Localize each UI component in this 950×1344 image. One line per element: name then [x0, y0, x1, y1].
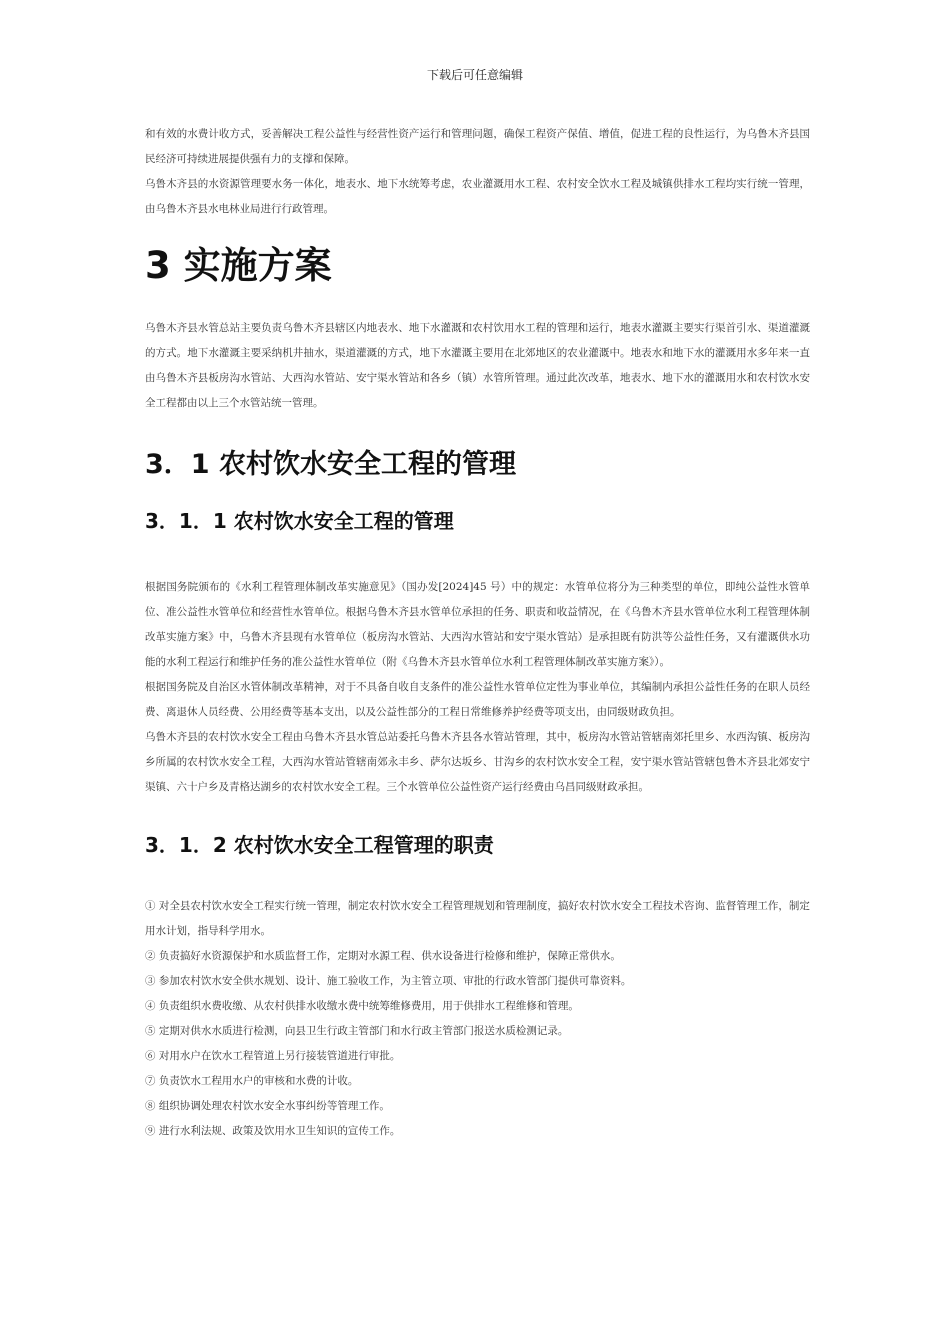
- list-item: ② 负责搞好水资源保护和水质监督工作，定期对水源工程、供水设备进行检修和维护，保障正常供水。: [145, 950, 621, 962]
- list-item: ③ 参加农村饮水安全供水规划、设计、施工验收工作，为主管立项、审批的行政水管部门提供可靠资料。: [145, 975, 632, 987]
- section-3-1-1-paragraph-1: 根据国务院颁布的《水利工程管理体制改革实施意见》（国办发[2024]45 号）中的规定：水管单位将分为三种类型的单位，即纯公益性水管单位、准公益性水管单位和经营性水管单位。根据乌鲁木齐县水管单位承担的任务、职责和收益情况，在《乌鲁木齐县水管单位水利工程管理体制改革实施方案》中，乌鲁木齐县现有水管单位（板房沟水管站、大西沟水管站和安宁渠水管站）是承担既有防洪等公益性任务，又有灌溉供水功能的水利工程运行和维护任务的准公益性水管单位（附《乌鲁木齐县水管单位水利工程管理体制改革实施方案》）。: [145, 581, 810, 668]
- intro-paragraph-2: 乌鲁木齐县的水资源管理要水务一体化，地表水、地下水统筹考虑，农业灌溉用水工程、农村安全饮水工程及城镇供排水工程均实行统一管理，由乌鲁木齐县水电林业局进行行政管理。: [145, 178, 810, 215]
- intro-paragraph-1: 和有效的水费计收方式，妥善解决工程公益性与经营性资产运行和管理问题，确保工程资产保值、增值，促进工程的良性运行，为乌鲁木齐县国民经济可持续进展提供强有力的支撑和保障。: [145, 128, 810, 165]
- section-3-1-1-paragraph-3: 乌鲁木齐县的农村饮水安全工程由乌鲁木齐县水管总站委托乌鲁木齐县各水管站管理，其中，板房沟水管站管辖南郊托里乡、水西沟镇、板房沟乡所属的农村饮水安全工程，大西沟水管站管辖南郊永丰乡、萨尔达坂乡、甘沟乡的农村饮水安全工程，安宁渠水管站管辖包鲁木齐县北郊安宁渠镇、六十户乡及青格达湖乡的农村饮水安全工程。三个水管单位公益性资产运行经费由乌昌同级财政承担。: [145, 731, 810, 793]
- section-3-heading: 3 实施方案: [145, 244, 332, 287]
- list-item: ④ 负责组织水费收缴、从农村供排水收缴水费中统筹维修费用，用于供排水工程维修和管理。: [145, 1000, 579, 1012]
- list-item: ① 对全县农村饮水安全工程实行统一管理，制定农村饮水安全工程管理规划和管理制度，搞好农村饮水安全工程技术咨询、监督管理工作，制定用水计划，指导科学用水。: [145, 900, 810, 937]
- list-item: ⑧ 组织协调处理农村饮水安全水事纠纷等管理工作。: [145, 1100, 390, 1112]
- page-header: 下载后可任意编辑: [426, 68, 523, 82]
- duties-list: [145, 894, 810, 1144]
- section-3-1-2-heading: 3．1．2 农村饮水安全工程管理的职责: [145, 833, 494, 857]
- list-item: ⑦ 负责饮水工程用水户的审核和水费的计收。: [145, 1075, 359, 1087]
- section-3-1-1-paragraph-2: 根据国务院及自治区水管体制改革精神，对于不具备自收自支条件的准公益性水管单位定性为事业单位，其编制内承担公益性任务的在职人员经费、离退休人员经费、公用经费等基本支出，以及公益性部分的工程日常维修养护经费等项支出，由同级财政负担。: [145, 681, 810, 718]
- document-body: [145, 122, 810, 1144]
- list-item: ⑨ 进行水利法规、政策及饮用水卫生知识的宣传工作。: [145, 1125, 401, 1137]
- section-3-1-1-heading: 3．1．1 农村饮水安全工程的管理: [145, 509, 454, 533]
- list-item: ⑤ 定期对供水水质进行检测，向县卫生行政主管部门和水行政主管部门报送水质检测记录。: [145, 1025, 569, 1037]
- section-3-paragraph: 乌鲁木齐县水管总站主要负责乌鲁木齐县辖区内地表水、地下水灌溉和农村饮用水工程的管理和运行，地表水灌溉主要实行渠首引水、渠道灌溉的方式。地下水灌溉主要采纳机井抽水，渠道灌溉的方式，地下水灌溉主要用在北郊地区的农业灌溉中。地表水和地下水的灌溉用水多年来一直由乌鲁木齐县板房沟水管站、大西沟水管站、安宁渠水管站和各乡（镇）水管所管理。通过此次改革，地表水、地下水的灌溉用水和农村饮水安全工程都由以上三个水管站统一管理。: [145, 322, 810, 409]
- section-3-1-heading: 3．1 农村饮水安全工程的管理: [145, 449, 516, 480]
- list-item: ⑥ 对用水户在饮水工程管道上另行接装管道进行审批。: [145, 1050, 401, 1062]
